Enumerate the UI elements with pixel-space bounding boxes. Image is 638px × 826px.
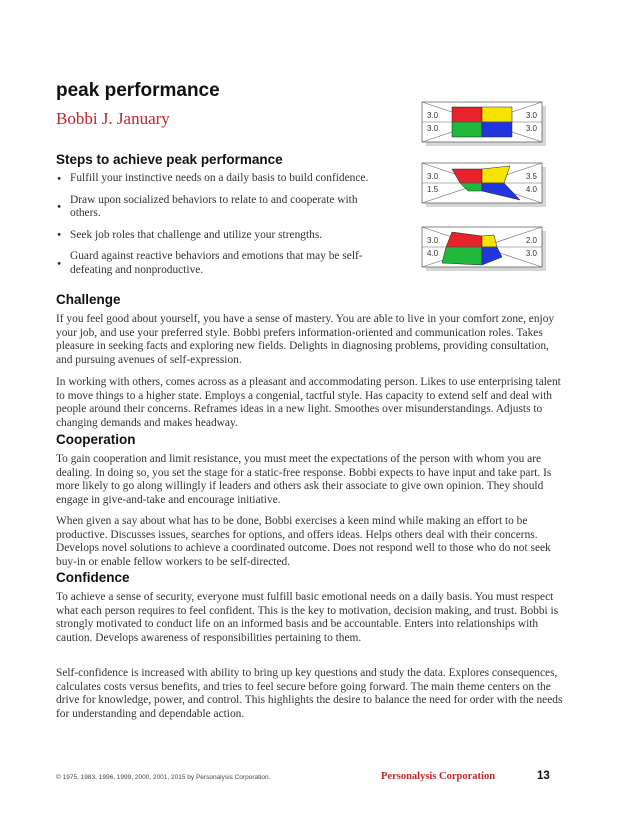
personality-graph-2 [422,163,542,203]
blue-quadrant [482,122,512,137]
red-quadrant [452,107,482,122]
list-item: • Draw upon socialized behaviors to relate to and cooperate with others. [56,194,386,221]
graph-value: 3.5 [525,172,537,181]
cooperation-heading: Cooperation [56,432,136,447]
list-item: • Fulfill your instinctive needs on a daily basis to build confidence. [56,172,386,186]
graph-value: 3.0 [525,111,537,120]
challenge-paragraph-2: In working with others, comes across as a pleasant and accommodating person. Likes to use enterprising talent to move things to a higher state. Employs a congenial, tactful style. Has capacity to extend self and deal with people around their concerns. Reframes ideas in a new light. Smoothes over misunderstandings. Adjusts to changing demands and makes headway. [56,376,561,429]
graph-value: 4.0 [525,185,537,194]
confidence-paragraph-2: Self-confidence is increased with ability to bring up key questions and study the data. Explores consequences, calculates costs versus benefits, and tries to feel secure before going forward. The main theme centers on the drive for knowledge, power, and control. This highlights the desire to balance the need for order with the needs for understanding and dependable action. [56,667,563,720]
footer-copyright: © 1975, 1983, 1996, 1999, 2000, 2001, 2015 by Personalysis Corporation. [56,774,271,781]
graph-2-svg [422,163,542,203]
graph-value: 3.0 [427,124,439,133]
graph-value: 3.0 [427,236,439,245]
graph-value: 1.5 [427,185,439,194]
graph-value: 3.0 [525,249,537,258]
personality-graph-1 [422,102,542,142]
steps-heading: Steps to achieve peak performance [56,152,283,167]
cooperation-paragraph-2: When given a say about what has to be done, Bobbi exercises a keen mind while making an effort to be productive. Discusses issues, searches for options, and offers ideas. Helps others deal with their concerns. Develops novel solutions to achieve a coordinated outcome. Does not respond well to those who do not seek buy-in or enable fellow workers to be self-directed. [56,515,551,568]
confidence-paragraph-1: To achieve a sense of security, everyone must fulfill basic emotional needs on a daily basis. You must respect what each person requires to feel confident. This is the key to motivation, decision making, and trust. Bobbi is strongly motivated to conduct life on an informed basis and be accountable. Enters into relationships with caution. Develops awareness of responsibilities pertaining to them. [56,591,559,644]
page-title: peak performance [56,80,220,101]
steps-list [56,172,386,285]
personality-graph-3 [422,227,542,267]
graph-value: 2.0 [525,236,537,245]
graph-value: 3.0 [427,111,439,120]
graph-value: 3.0 [427,172,439,181]
graph-value: 3.0 [525,124,537,133]
graph-1-svg [422,102,542,142]
graph-3-svg [422,227,542,267]
confidence-heading: Confidence [56,570,130,585]
graph-value: 4.0 [427,249,439,258]
author-name: Bobbi J. January [56,109,170,128]
challenge-paragraph-1: If you feel good about yourself, you have a sense of mastery. You are able to live in your comfort zone, enjoy your job, and use your preferred style. Bobbi prefers information-oriented and communication roles. Takes pleasure in seeking facts and exploring new fields. Delights in diagnosing problems, providing consultation, and pursuing avenues of self-expression. [56,313,555,366]
page-number: 13 [537,770,550,782]
green-quadrant [452,122,482,137]
green-quadrant [442,247,482,265]
yellow-quadrant [482,107,512,122]
footer-company: Personalysis Corporation [381,771,496,782]
cooperation-paragraph-1: To gain cooperation and limit resistance, you must meet the expectations of the person with whom you are dealing. In doing so, you set the stage for a static-free response. Bobbi expects to have input and take part. Is more likely to go along willingly if leaders and others ask their associate to give own opinion. They should engage in give-and-take and encourage initiative. [56,453,552,506]
list-item: • Seek job roles that challenge and utilize your strengths. [56,229,386,243]
list-item: • Guard against reactive behaviors and emotions that may be self-defeating and nonproductive. [56,250,386,277]
challenge-heading: Challenge [56,292,121,307]
